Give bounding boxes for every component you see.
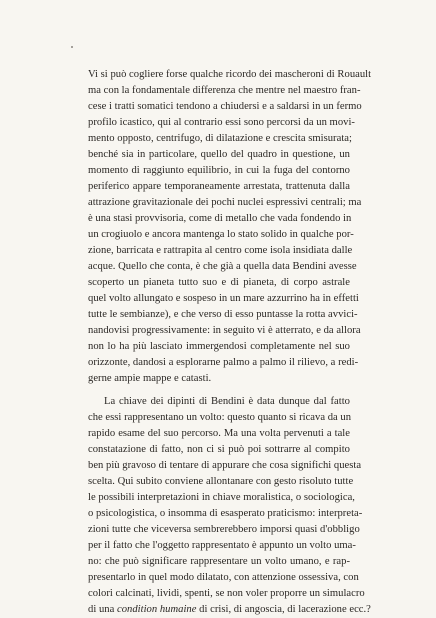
text-line: no: che può significare rappresentare un volto umano, e rap- [88, 556, 350, 567]
text-line: zioni tutte che viceversa sembrerebbero imporsi quasi d'obbligo [88, 524, 360, 535]
text-line [88, 602, 371, 618]
text-line: un crogiuolo e ancora mantenga lo stato solido in qualche por- [88, 229, 354, 240]
text-fragment: di una [88, 604, 117, 615]
text-line: orizzonte, dandosi a esplorarne palmo a palmo il rilievo, a redi- [88, 357, 359, 368]
text-fragment: di crisi, di angoscia, di lacerazione ecc.? [196, 604, 371, 615]
text-line: attrazione gravitazionale dei pochi nuclei espressivi centrali; ma [88, 197, 362, 208]
paragraph-gap [88, 387, 350, 394]
text-line: momento di raggiunto equilibrio, in cui la fuga del contorno [88, 165, 350, 176]
text-line: Vi si può cogliere forse qualche ricordo dei mascheroni di Rouault [88, 69, 372, 80]
text-line: constatazione di fatto, non ci si può poi sottrarre al compito [88, 444, 350, 455]
text-line: le possibili interpretazioni in chiave moralistica, o sociologica, [88, 492, 355, 503]
text-line: che essi rappresentano un volto: questo quanto si ricava da un [88, 412, 352, 423]
page-speck [71, 46, 73, 48]
text-line: zione, barricata e rattrapita al centro come isola insidiata dalle [88, 245, 353, 256]
italic-phrase: condition humaine [116, 604, 197, 615]
text-line: o psicologistica, o insomma di esasperato praticismo: interpreta- [88, 508, 363, 519]
text-line: tutte le sembianze), e che verso di esso puntasse la rotta avvici- [88, 309, 358, 320]
text-line: benché sia in particolare, quello del quadro in questione, un [88, 149, 350, 160]
text-line: scoperto un pianeta tutto suo e di pianeta, di corpo astrale [88, 277, 350, 288]
text-line: profilo icastico, qui al contrario essi sono percorsi da un movi- [88, 117, 355, 128]
text-line: presentarlo in quel modo dilatato, con attenzione ossessiva, con [88, 572, 359, 583]
text-line: colori calcinati, lividi, spenti, se non voler proporre un simulacro [88, 588, 365, 599]
text-line: La chiave dei dipinti di Bendini è data dunque dal fatto [104, 396, 350, 407]
text-line: scelta. Qui subito conviene allontanare con gesto risoluto tutte [88, 476, 354, 487]
text-line: rapido esame del suo percorso. Ma una volta pervenuti a tale [88, 428, 350, 439]
text-line: per il fatto che l'oggetto rappresentato è appunto un volto uma- [88, 540, 356, 551]
text-line: cese i tratti somatici tendono a chiudersi e a saldarsi in un fermo [88, 101, 362, 112]
body-text [88, 67, 372, 618]
text-line: ben più gravoso di tentare di appurare che cosa significhi questa [88, 460, 362, 471]
text-line: ma con la fondamentale differenza che mentre nel maestro fran- [88, 85, 361, 96]
text-line: periferico appare temporaneamente arrestata, trattenuta dalla [88, 181, 350, 192]
text-line: è una stasi provvisoria, come di metallo che vada fondendo in [88, 213, 352, 224]
text-line: gerne ampie mappe e catasti. [88, 373, 212, 384]
text-line: nandovisi progressivamente: in seguito vi è atterrato, e da allora [88, 325, 361, 336]
text-line: acque. Quello che conta, è che già a quella data Bendini avesse [88, 261, 357, 272]
text-line: mento opposto, centrifugo, di dilatazione e crescita smisurata; [88, 133, 352, 144]
text-line: non lo ha più lasciato immergendosi completamente nel suo [88, 341, 350, 352]
text-line: quel volto allungato e sospeso in un mare azzurrino ha in effetti [88, 293, 359, 304]
